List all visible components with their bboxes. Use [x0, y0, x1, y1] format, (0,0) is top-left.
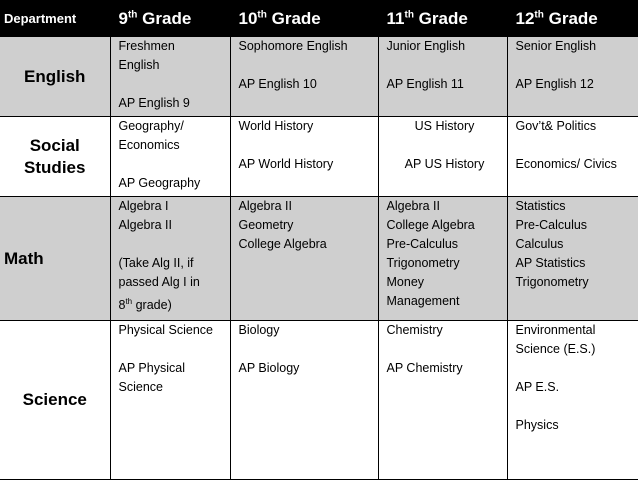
math-grade-9-cell: [110, 197, 230, 321]
course-line: US History: [414, 119, 475, 133]
course-line: [119, 155, 226, 174]
course-line: Statistics: [515, 199, 566, 213]
english-grade-12-cell: [507, 37, 638, 117]
grade-10-number: 10: [238, 8, 258, 28]
course-line: AP E.S.: [515, 380, 560, 394]
course-line: AP English 10: [238, 77, 317, 91]
course-line: passed Alg I in: [118, 275, 200, 289]
course-line: [387, 340, 503, 359]
course-line: [239, 136, 374, 155]
social-studies-grade-9-cell: [110, 117, 230, 197]
math-grade-12-cell: [507, 197, 638, 321]
course-line: Algebra I: [118, 199, 169, 213]
course-line: Money: [386, 275, 425, 289]
course-line: Management: [386, 294, 460, 308]
course-line: [387, 136, 503, 155]
header-row: [0, 1, 638, 37]
course-line: Chemistry: [386, 323, 443, 337]
course-line: Economics: [118, 138, 180, 152]
course-line: [239, 56, 374, 75]
science-grade-10-cell: [230, 321, 378, 480]
english-department-cell: [0, 37, 110, 117]
english-grade-9-cell: [110, 37, 230, 117]
social-studies-row: [0, 117, 638, 197]
grade-10-label: Grade: [271, 8, 321, 28]
department-label: Math: [4, 248, 44, 268]
course-line: [119, 292, 226, 315]
grade-9-header: [110, 1, 230, 37]
grade-11-header: [378, 1, 507, 37]
math-grade-11-cell: [378, 197, 507, 321]
course-line: English: [118, 58, 160, 72]
course-line: [119, 235, 226, 254]
science-row: [0, 321, 638, 480]
course-line: Trigonometry: [386, 256, 460, 270]
course-line: [119, 340, 226, 359]
course-line: College Algebra: [238, 237, 327, 251]
course-line: Calculus: [515, 237, 564, 251]
grade-11-label: Grade: [418, 8, 468, 28]
social-studies-grade-10-cell: [230, 117, 378, 197]
course-line: Physics: [515, 418, 559, 432]
department-label: English: [24, 66, 86, 86]
course-line: AP Statistics: [515, 256, 586, 270]
course-note-end: grade): [132, 298, 172, 313]
course-line: AP Biology: [238, 361, 300, 375]
course-line: Freshmen: [118, 39, 175, 53]
english-grade-11-cell: [378, 37, 507, 117]
grade-number: 8: [118, 298, 126, 313]
course-line: [516, 359, 635, 378]
course-line: Algebra II: [118, 218, 173, 232]
course-line: Algebra II: [238, 199, 293, 213]
course-line: Junior English: [386, 39, 466, 53]
course-line: AP English 11: [386, 77, 464, 91]
social-studies-department-cell: [0, 117, 110, 197]
course-line: AP English 12: [515, 77, 594, 91]
course-line: [239, 340, 374, 359]
math-department-cell: [0, 197, 110, 321]
grade-9-number: 9: [118, 8, 128, 28]
english-row: [0, 37, 638, 117]
course-line: Pre-Calculus: [386, 237, 459, 251]
department-label: Social: [29, 135, 80, 155]
course-line: [516, 136, 635, 155]
math-grade-10-cell: [230, 197, 378, 321]
course-line: Science: [118, 380, 163, 394]
course-line: AP Chemistry: [386, 361, 463, 375]
science-department-cell: [0, 321, 110, 480]
grade-12-suffix: th: [534, 8, 544, 20]
course-line: World History: [238, 119, 314, 133]
science-grade-11-cell: [378, 321, 507, 480]
course-line: [516, 397, 635, 416]
grade-12-header: [507, 1, 638, 37]
course-line: AP Physical: [118, 361, 185, 375]
course-line: Senior English: [515, 39, 597, 53]
department-label: Studies: [24, 157, 86, 177]
grade-9-suffix: th: [127, 8, 138, 20]
grade-10-suffix: th: [257, 8, 267, 20]
math-row: [0, 197, 638, 321]
social-studies-grade-11-cell: [378, 117, 507, 197]
course-line: Gov’t& Politics: [515, 119, 597, 133]
department-header: Department: [0, 1, 110, 37]
course-line: (Take Alg II, if: [118, 256, 194, 270]
course-line: AP Geography: [118, 176, 201, 190]
grade-9-label: Grade: [142, 8, 192, 28]
grade-11-suffix: th: [404, 8, 414, 20]
course-line: Economics/ Civics: [515, 157, 617, 171]
course-line: [387, 56, 503, 75]
science-grade-12-cell: [507, 321, 638, 480]
science-grade-9-cell: [110, 321, 230, 480]
course-line: Sophomore English: [238, 39, 348, 53]
course-line: Physical Science: [118, 323, 213, 337]
course-line: [119, 75, 226, 94]
course-line: College Algebra: [386, 218, 475, 232]
course-line: Environmental: [515, 323, 596, 337]
social-studies-grade-12-cell: [507, 117, 638, 197]
course-line: Biology: [238, 323, 280, 337]
grade-12-number: 12: [515, 8, 535, 28]
grade-12-label: Grade: [548, 8, 598, 28]
ordinal-suffix: th: [125, 297, 133, 306]
course-line: AP World History: [238, 157, 334, 171]
course-line: AP US History: [404, 157, 485, 171]
course-line: Pre-Calculus: [515, 218, 588, 232]
english-grade-10-cell: [230, 37, 378, 117]
course-line: Algebra II: [386, 199, 441, 213]
grade-11-number: 11: [386, 8, 405, 28]
course-line: Geography/: [118, 119, 184, 133]
grade-10-header: [230, 1, 378, 37]
course-line: Geometry: [238, 218, 294, 232]
course-line: [516, 56, 635, 75]
department-label: Science: [22, 390, 87, 409]
course-line: Science (E.S.): [515, 342, 596, 356]
course-line: Trigonometry: [515, 275, 589, 289]
course-line: AP English 9: [118, 96, 190, 110]
